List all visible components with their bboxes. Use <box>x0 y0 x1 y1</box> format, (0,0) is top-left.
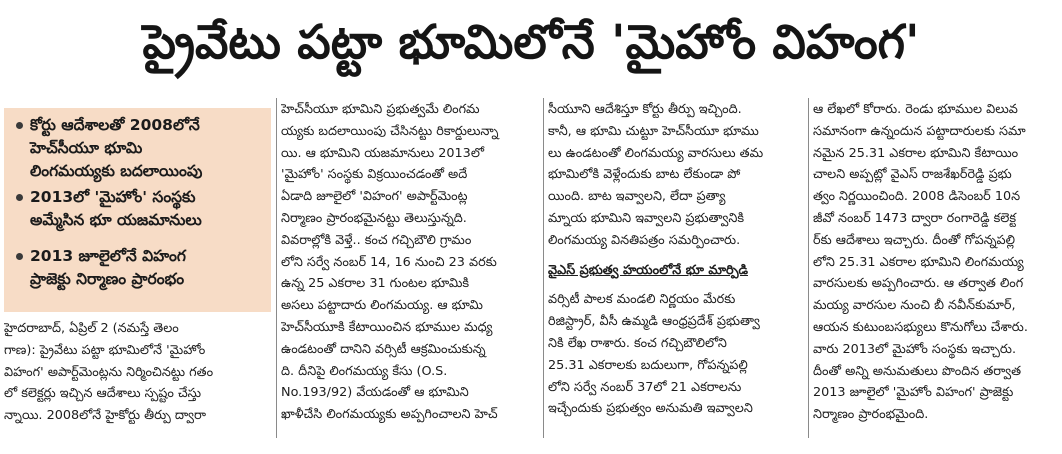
bullet-icon <box>16 194 23 201</box>
column-4: ఆ లేఖలో కోరారు. రెండు భూముల విలువ సమానంగా ఉన్నందున పట్టాదారులకు సమా నమైన 25.31 ఎకరాల భూమిని కేటాయిం చాలని అప్పట్లో వైఎస్ రాజశేఖర్‌రెడ్డి ప్రభు త్వం నిర్ణయించింది. 2008 డిసెంబర్ 10న జీవో నంబర్ 1473 ద్వారా రంగారెడ్డి కలెక్ట ర్‌కు ఆదేశాలు ఇచ్చారు. దీంతో గోపన్నపల్లి లోని 25.31 ఎకరాల భూమిని లింగమయ్య వారసులకు అప్పగించారు. ఆ తర్వాత లింగ మయ్య వారసుల నుంచి బీ నవీన్‌కుమార్, ఆయన కుటుంబసభ్యులు కొనుగోలు చేశారు. వారు 2013లో మైహోం సంస్థకు ఇచ్చారు. దీంతో అన్ని అనుమతులు పొందిన తర్వాత 2013 జూలైలో 'మైహోం విహంగ' ప్రాజెక్టు నిర్మాణం ప్రారంభమైంది. <box>813 102 1028 423</box>
column-1: హైదరాబాద్, ఏప్రిల్ 2 (నమస్తే తెలం గాణ): ప్రైవేటు పట్టా భూమిలోనే 'మైహోం విహంగ' అపార్ట్‌మెంట్లను నిర్మించినట్టు గతం లో కలెక్టర్లు ఇచ్చిన ఆదేశాలు స్పష్టం చేస్తు న్నాయి. 2008లోనే హైకోర్టు తీర్పు ద్వారా <box>4 321 214 424</box>
column-rule <box>808 98 809 438</box>
highlight-item: 2013 జూలైలోనే విహంగ ప్రాజెక్టు నిర్మాణం ప్రారంభం <box>30 245 186 291</box>
column-rule <box>543 98 544 438</box>
bullet-icon <box>16 253 23 260</box>
highlights-box <box>4 108 271 312</box>
column-rule <box>276 98 277 438</box>
highlight-item: 2013లో 'మైహోం' సంస్థకు అమ్మేసిన భూ యజమానులు <box>30 186 202 232</box>
headline: ప్రైవేటు పట్టా భూమిలోనే 'మైహోం విహంగ' <box>142 15 920 70</box>
highlight-item: కోర్టు ఆదేశాలతో 2008లోనే హెచ్‌సీయూ భూమి లింగమయ్యకు బదలాయింపు <box>30 114 202 183</box>
bullet-icon <box>16 122 23 129</box>
column-3: సీయూని ఆదేశిస్తూ కోర్టు తీర్పు ఇచ్చింది. కానీ, ఆ భూమి చుట్టూ హెచ్‌సీయూ భూము లు ఉండటంతో లింగమయ్య వారసులు తమ భూమిలోకి వెళ్లేందుకు బాట లేకుండా పో యింది. బాట ఇవ్వాలని, లేదా ప్రత్యా మ్నాయ భూమిని ఇవ్వాలని ప్రభుత్వానికి లింగమయ్య వినతిపత్రం సమర్పించారు. వైఎస్ ప్రభుత్వ హయంలోనే భూ మార్పిడి వర్సిటీ పాలక మండలి నిర్ణయం మేరకు రిజిస్ట్రార్, వీసీ ఉమ్మడి ఆంధ్రప్రదేశ్ ప్రభుత్వా నికి లేఖ రాశారు. కంచ గచ్చిబౌలిలోని 25.31 ఎకరాలకు బదులుగా, గోపన్నపల్లి లోని సర్వే నంబర్ 37లో 21 ఎకరాలను ఇచ్చేందుకు ప్రభుత్వం అనుమతి ఇవ్వాలని <box>548 99 804 420</box>
section-subheading: వైఎస్ ప్రభుత్వ హయంలోనే భూ మార్పిడి <box>548 262 748 278</box>
column-2: హెచ్‌సీయూ భూమిని ప్రభుత్వమే లింగమ య్యకు బదలాయింపు చేసినట్టు రికార్డులున్నా యి. ఆ భూమిని యజమానులు 2013లో 'మైహోం' సంస్థకు విక్రయించడంతో అదే ఏడాది జూలైలో 'విహంగ' అపార్ట్‌మెంట్ల నిర్మాణం ప్రారంభమైనట్టు తెలుస్తున్నది. వివరాల్లోకి వెళ్తే.. కంచ గచ్చిబౌలి గ్రామం లోని సర్వే నంబర్ 14, 16 నుంచి 23 వరకు ఉన్న 25 ఎకరాల 31 గుంటల భూమికి అసలు పట్టాదారు లింగమయ్య. ఆ భూమి హెచ్‌సీయూకి కేటాయించిన భూముల మధ్య ఉండటంతో దానిని వర్సిటీ ఆక్రమించుకున్న ది. దీనిపై లింగమయ్య కేసు (O.S. No.193/92) వేయడంతో ఆ భూమిని ఖాళీచేసి లింగమయ్యకు అప్పగించాలని హెచ్ <box>281 102 499 423</box>
